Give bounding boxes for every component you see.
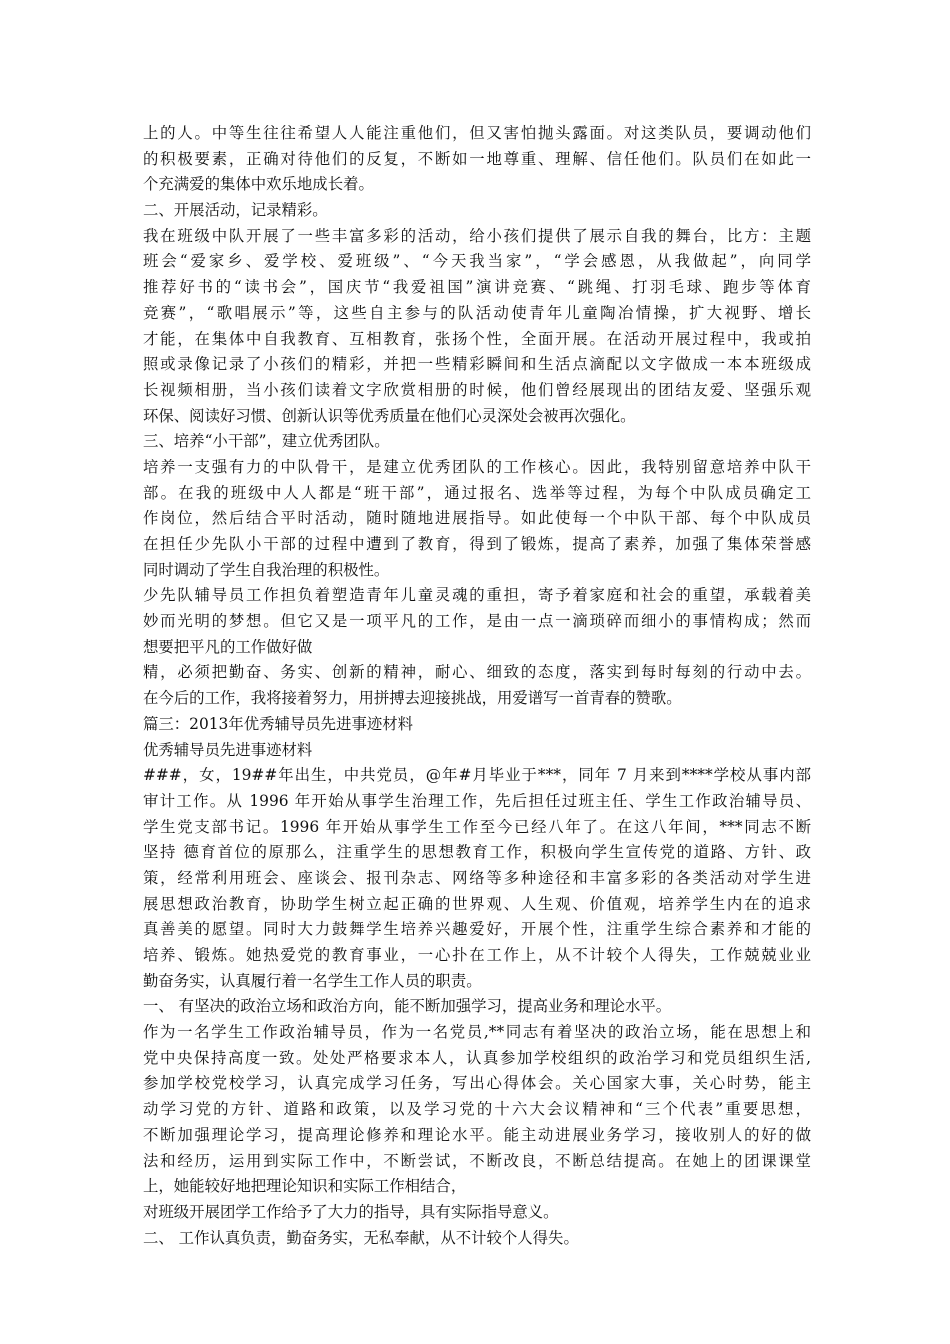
text-line: 上，她能较好地把理论知识和实际工作相结合，	[143, 1177, 467, 1196]
text-line: 真善美的愿望。同时大力鼓舞学生培养兴趣爱好，开展个性，注重学生综合素养和才能的	[143, 920, 811, 939]
text-line: 上的人。中等生往往希望人人能注重他们，但又害怕抛头露面。对这类队员，要调动他们	[143, 124, 811, 142]
text-line: 班会“爱家乡、爱学校、爱班级”、“今天我当家”，“学会感恩，从我做起”，向同学	[143, 252, 811, 271]
text-line: 不断加强理论学习，提高理论修养和理论水平。能主动进展业务学习，接收别人的好的做	[143, 1125, 811, 1144]
text-line: 策，经常利用班会、座谈会、报刊杂志、网络等多种途径和丰富多彩的各类活动对学生进	[143, 868, 811, 887]
text-line: 长视频相册，当小孩们读着文字欣赏相册的时候，他们曾经展现出的团结友爱、坚强乐观	[143, 380, 811, 399]
text-line: 法和经历，运用到实际工作中，不断尝试，不断改良，不断总结提高。在她上的团课课堂	[143, 1151, 811, 1170]
document-body	[143, 121, 811, 1251]
text-line: 我在班级中队开展了一些丰富多彩的活动，给小孩们提供了展示自我的舞台，比方：主题	[143, 226, 811, 245]
text-line: 一、 有坚决的政治立场和政治方向，能不断加强学习，提高业务和理论水平。	[143, 997, 672, 1016]
text-line: 作为一名学生工作政治辅导员，作为一名党员,**同志有着坚决的政治立场，能在思想上和	[143, 1023, 811, 1042]
text-line: 妙而光明的梦想。但它又是一项平凡的工作，是由一点一滴琐碎而细小的事情构成；然而	[143, 612, 811, 631]
text-line: 照或录像记录了小孩们的精彩，并把一些精彩瞬间和生活点滴配以文字做成一本本班级成	[143, 355, 811, 374]
text-line: 参加学校党校学习，认真完成学习任务，写出心得体会。关心国家大事，关心时势，能主	[143, 1074, 811, 1093]
text-line: ###，女，19##年出生，中共党员，@年#月毕业于***，同年 7 月来到****学校从事内部	[143, 766, 811, 785]
text-line: 精，必须把勤奋、务实、创新的精神，耐心、细致的态度，落实到每时每刻的行动中去。	[143, 663, 811, 682]
text-line: 学生党支部书记。1996 年开始从事学生工作至今已经八年了。在这八年间，***同志不断	[143, 817, 811, 836]
text-line: 推荐好书的“读书会”，国庆节“我爱祖国”演讲竞赛、“跳绳、打羽毛球、跑步等体育	[143, 278, 811, 297]
text-line: 党中央保持高度一致。处处严格要求本人，认真参加学校组织的政治学习和党员组织生活,	[143, 1048, 811, 1067]
text-line: 审计工作。从 1996 年开始从事学生治理工作，先后担任过班主任、学生工作政治辅导员、	[143, 791, 811, 810]
text-line: 竞赛”，“歌唱展示”等，这些自主参与的队活动使青年儿童陶冶情操，扩大视野、增长	[143, 303, 811, 322]
text-line: 环保、阅读好习惯、创新认识等优秀质量在他们心灵深处会被再次强化。	[143, 406, 636, 425]
text-line: 才能，在集体中自我教育、互相教育，张扬个性，全面开展。在活动开展过程中，我或拍	[143, 329, 811, 348]
text-line: 三、培养“小干部”，建立优秀团队。	[143, 432, 390, 451]
text-line: 的积极要素，正确对待他们的反复，不断如一地尊重、理解、信任他们。队员们在如此一	[143, 149, 811, 168]
text-line: 培养一支强有力的中队骨干，是建立优秀团队的工作核心。因此，我特别留意培养中队干	[143, 457, 811, 476]
text-line: 作岗位，然后结合平时活动，随时随地进展指导。如此使每一个中队干部、每个中队成员	[143, 509, 811, 528]
text-line: 展思想政治教育，协助学生树立起正确的世界观、人生观、价值观，培养学生内在的追求	[143, 894, 811, 913]
text-line: 同时调动了学生自我治理的积极性。	[143, 560, 390, 579]
text-line: 培养、锻炼。她热爱党的教育事业，一心扑在工作上，从不计较个人得失，工作兢兢业业	[143, 946, 811, 964]
text-line: 坚持 德育首位的原那么，注重学生的思想教育工作，积极向学生宣传党的道路、方针、政	[143, 843, 811, 862]
text-line: 个充满爱的集体中欢乐地成长着。	[143, 175, 374, 194]
text-line: 部。在我的班级中人人都是“班干部”，通过报名、选举等过程，为每个中队成员确定工	[143, 483, 811, 502]
text-line: 在担任少先队小干部的过程中遭到了教育，得到了锻炼，提高了素养，加强了集体荣誉感	[143, 535, 811, 553]
text-line: 少先队辅导员工作担负着塑造青年儿童灵魂的重担，寄予着家庭和社会的重望，承载着美	[143, 586, 811, 605]
text-line: 想要把平凡的工作做好做	[143, 637, 313, 656]
text-line: 在今后的工作，我将接着努力，用拼搏去迎接挑战，用爱谱写一首青春的赞歌。	[143, 689, 682, 708]
text-line: 勤奋务实，认真履行着一名学生工作人员的职责。	[143, 971, 482, 990]
text-line: 对班级开展团学工作给予了大力的指导，具有实际指导意义。	[143, 1202, 559, 1221]
text-line: 篇三：2013年优秀辅导员先进事迹材料	[143, 714, 414, 733]
text-line: 动学习党的方针、道路和政策，以及学习党的十六大会议精神和“三个代表”重要思想，	[143, 1100, 811, 1119]
text-line: 二、开展活动，记录精彩。	[143, 201, 328, 220]
text-line: 优秀辅导员先进事迹材料	[143, 740, 313, 759]
text-line: 二、 工作认真负责，勤奋务实，无私奉献，从不计较个人得失。	[143, 1228, 579, 1247]
